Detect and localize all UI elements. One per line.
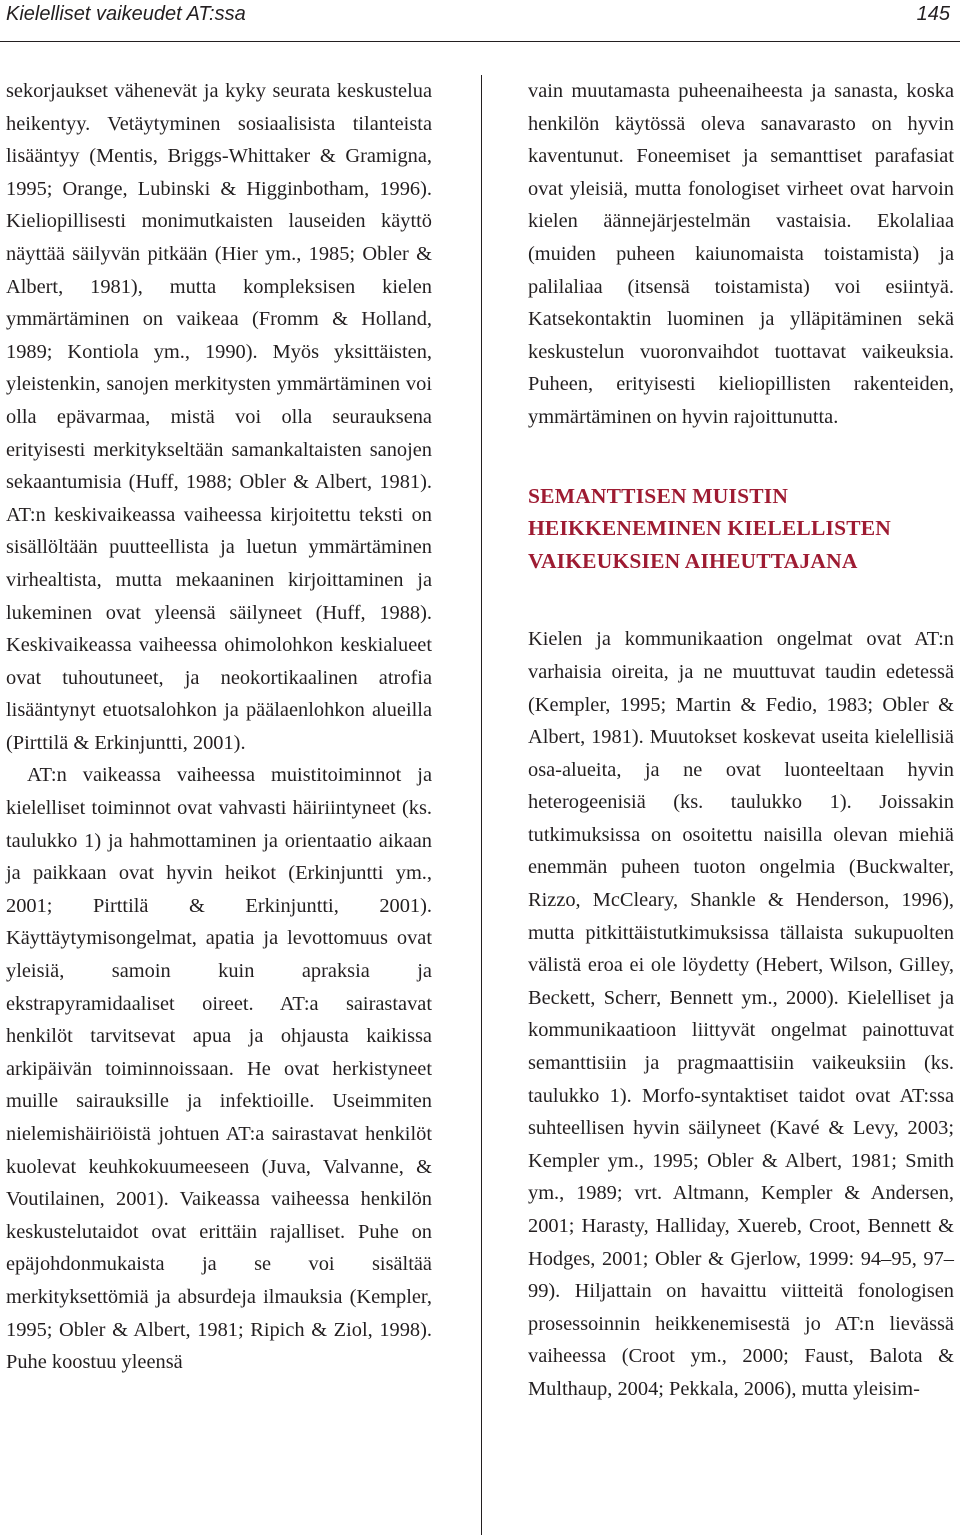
left-paragraph-1: sekorjaukset vähenevät ja kyky seurata keskustelua heikentyy. Vetäytyminen sosiaalisista tilanteista lisääntyy (Mentis, Briggs-Whittaker & Gramigna, 1995; Orange, Lubinski & Higginbotham, 1996). Kieliopillisesti monimutkaisten lauseiden käyttö näyttää säilyvän pitkään (Hier ym., 1985; Obler & Albert, 1981), mutta kompleksisen kielen ymmärtäminen on vaikeaa (Fromm & Holland, 1989; Kontiola ym., 1990). Myös yksittäisten, yleistenkin, sanojen merkitysten ymmärtäminen voi olla epävarmaa, mistä voi olla seurauksena erityisesti merkitykseltään samankaltaisten sanojen sekaantumisia (Huff, 1988; Obler & Albert, 1981). AT:n keskivaikeassa vaiheessa kirjoitettu teksti on sisällöltään puutteellista ja luetun ymmärtäminen virhealtista, mutta mekaaninen kirjoittaminen ja lukeminen ovat yleensä säilyneet (Huff, 1988). Keskivaikeassa vaiheessa ohimolohkon keskialueet ovat tuhoutuneet, ja neokortikaalinen atrofia lisääntynyt etuotsalohkon ja päälaenlohkon alueilla (Pirttilä & Erkinjuntti, 2001). <box>6 80 432 754</box>
right-paragraph-2: Kielen ja kommunikaation ongelmat ovat AT:n varhaisia oireita, ja ne muuttuvat taudin edetessä (Kempler, 1995; Martin & Fedio, 1983; Obler & Albert, 1981). Muutokset koskevat useita kielellisiä osa-alueita, ja ne ovat luonteeltaan hyvin heterogeenisiä (ks. taulukko 1). Joissakin tutkimuksissa on osoitettu naisilla olevan miehiä enemmän puheen tuoton ongelmia (Buckwalter, Rizzo, McCleary, Shankle & Henderson, 1996), mutta pitkittäistutkimuksissa tällaista sukupuolten välistä eroa ei ole löydetty (Hebert, Wilson, Gilley, Beckett, Scherr, Bennett ym., 2000). Kielelliset ja kommunikaatioon liittyvät ongelmat painottuvat semanttisiin ja pragmaattisiin vaikeuksiin (ks. taulukko 1). Morfo-syntaktiset taidot ovat AT:ssa suhteellisen hyvin säilyneet (Kavé & Levy, 2003; Kempler ym., 1995; Obler & Albert, 1981; Smith ym., 1989; vrt. Altmann, Kempler & Andersen, 2001; Harasty, Halliday, Xuereb, Croot, Bennett & Hodges, 2001; Obler & Gjerlow, 1999: 94–95, 97–99). Hiljattain on havaittu viitteitä fonologisen prosessoinnin heikkenemisestä jo AT:n lievässä vaiheessa (Croot ym., 2000; Faust, Balota & Multhaup, 2004; Pekkala, 2006), mutta yleisim- <box>528 628 954 1400</box>
running-head-title: Kielelliset vaikeudet AT:ssa <box>6 3 246 25</box>
right-column <box>528 75 954 1406</box>
right-paragraph-1: vain muutamasta puheenaiheesta ja sanasta, koska henkilön käytössä oleva sanavarasto on hyvin kaventunut. Foneemiset ja semanttiset parafasiat ovat yleisiä, mutta fonologiset virheet ovat harvoin kielen äännejärjestelmän vastaisia. Ekolaliaa (muiden puheen kaiunomaista toistamista) ja palilaliaa (itsensä toistamista) voi esiintyä. Katsekontaktin luominen ja ylläpitäminen sekä keskustelun vuoronvaihdot tuottavat vaikeuksia. Puheen, erityisesti kieliopillisten rakenteiden, ymmärtäminen on hyvin rajoittunutta. <box>528 80 954 428</box>
left-column <box>6 75 432 1379</box>
header-rule <box>0 41 960 42</box>
section-heading-line-2: HEIKKENEMINEN KIELELLISTEN <box>528 516 892 541</box>
section-heading <box>528 480 954 578</box>
section-heading-line-3: VAIKEUKSIEN AIHEUTTAJANA <box>528 548 858 573</box>
running-head <box>6 2 950 26</box>
page-number: 145 <box>916 3 950 25</box>
left-paragraph-2: AT:n vaikeassa vaiheessa muistitoiminnot ja kielelliset toiminnot ovat vahvasti häiriintyneet (ks. taulukko 1) ja hahmottaminen ja orientaatio aikaan ja paikkaan ovat hyvin heikot (Erkinjuntti ym., 2001; Pirttilä & Erkinjuntti, 2001). Käyttäytymisongelmat, apatia ja levottomuus ovat yleisiä, samoin kuin apraksia ja ekstrapyramidaaliset oireet. AT:a sairastavat henkilöt tarvitsevat apua ja ohjausta kaikissa arkipäivän toiminnoissaan. He ovat herkistyneet muille sairauksille ja infektioille. Useimmiten nielemishäiriöistä johtuen AT:a sairastavat henkilöt kuolevat keuhkokuumeeseen (Juva, Valvanne, & Voutilainen, 2001). Vaikeassa vaiheessa henkilön keskustelutaidot ovat erittäin rajalliset. Puhe on epäjohdonmukaista ja se voi sisältää merkityksettömiä ja absurdeja ilmauksia (Kempler, 1995; Obler & Albert, 1981; Ripich & Ziol, 1998). Puhe koostuu yleensä <box>6 764 432 1374</box>
column-divider <box>481 75 482 1535</box>
section-heading-line-1: SEMANTTISEN MUISTIN <box>528 483 789 508</box>
